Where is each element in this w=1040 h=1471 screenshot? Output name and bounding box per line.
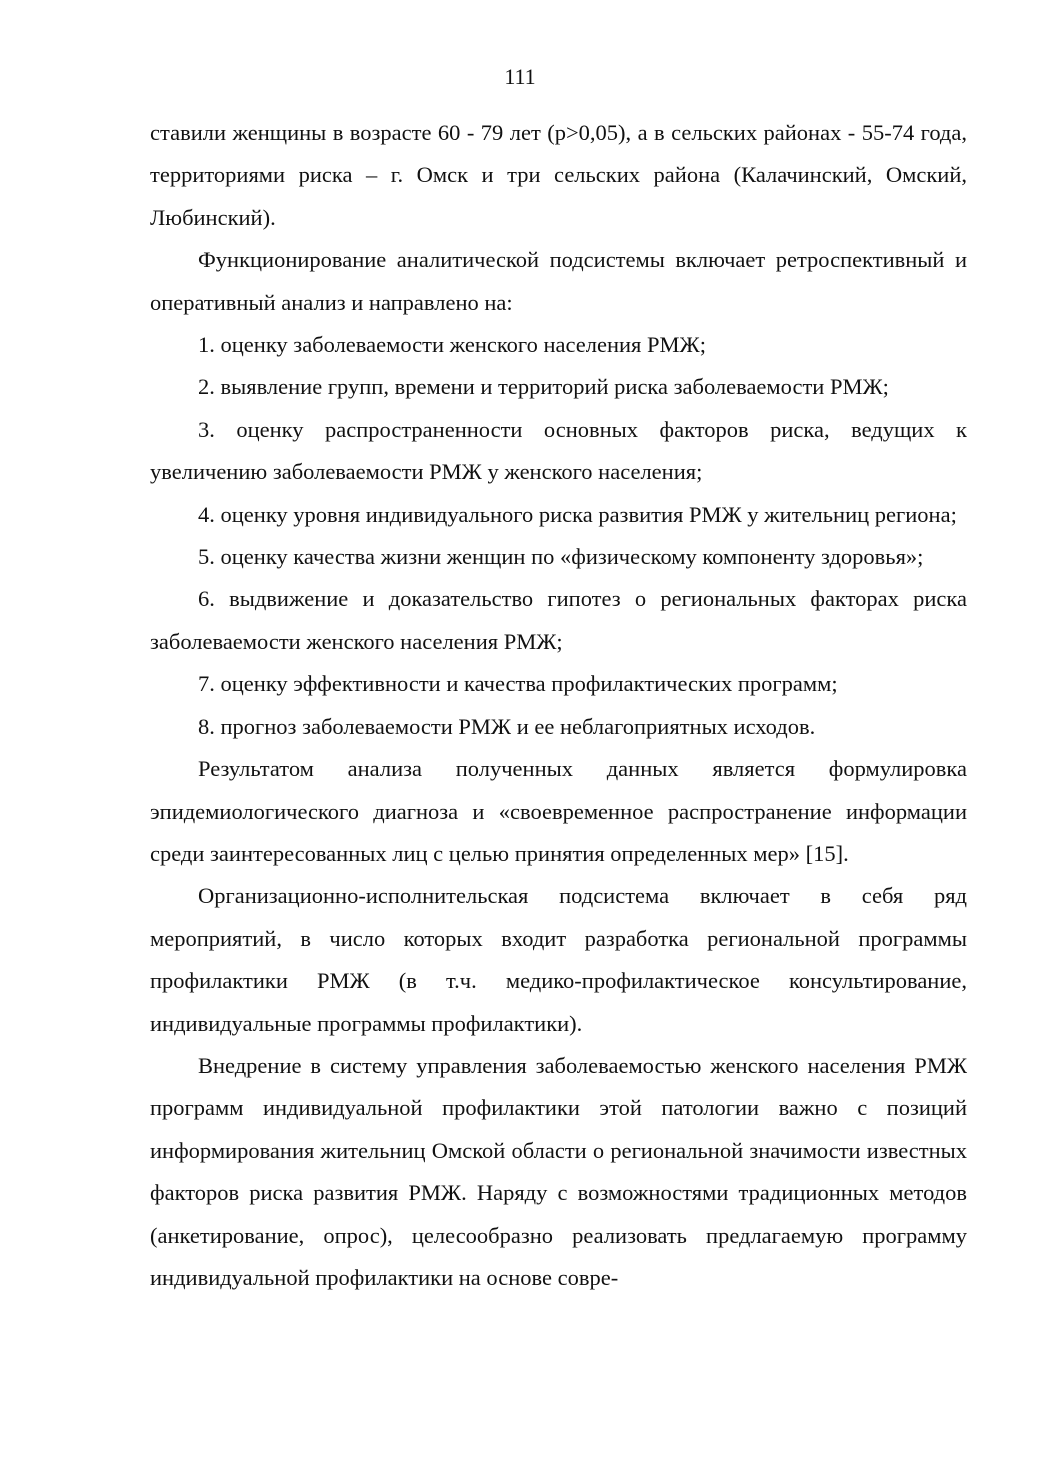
list-item: 2. выявление групп, времени и территорий риска заболеваемости РМЖ;: [198, 374, 889, 400]
paragraph-analytical-subsystem: Функционирование аналитической подсистемы включает ретроспективный и оперативный анализ и направлено на:: [150, 247, 967, 315]
list-item: 8. прогноз заболеваемости РМЖ и ее неблагоприятных исходов.: [198, 713, 816, 739]
paragraph-analysis-result: Результатом анализа полученных данных является формулировка эпидемиологического диагноза и «своевременное распространение информации среди заинтересованных лиц с целью принятия определенных мер» [15].: [150, 756, 967, 866]
page-number: 111: [504, 64, 536, 89]
document-body: [150, 112, 967, 1299]
list-item: 6. выдвижение и доказательство гипотез о региональных факторах риска заболеваемости женского населения РМЖ;: [150, 586, 967, 654]
list-item: 5. оценку качества жизни женщин по «физическому компоненту здоровья»;: [198, 544, 924, 570]
paragraph-implementation: Внедрение в систему управления заболеваемостью женского населения РМЖ программ индивидуальной профилактики этой патологии важно с позиций информирования жительниц Омской области о региональной значимости известных факторов риска развития РМЖ. Наряду с возможностями традиционных методов (анкетирование, опрос), целесообразно реализовать предлагаемую программу индивидуальной профилактики на основе совре-: [150, 1052, 967, 1290]
list-item: 4. оценку уровня индивидуального риска развития РМЖ у жительниц региона;: [198, 501, 957, 527]
list-item: 7. оценку эффективности и качества профилактических программ;: [198, 671, 838, 697]
list-item: 1. оценку заболеваемости женского населения РМЖ;: [198, 332, 706, 358]
paragraph-continuation: ставили женщины в возрасте 60 - 79 лет (р>0,05), а в сельских районах - 55-74 года, территориями риска – г. Омск и три сельских района (Калачинский, Омский, Любинский).: [150, 120, 967, 230]
paragraph-organizational-subsystem: Организационно-исполнительская подсистема включает в себя ряд мероприятий, в число которых входит разработка региональной программы профилактики РМЖ (в т.ч. медико-профилактическое консультирование, индивидуальные программы профилактики).: [150, 883, 967, 1036]
list-item: 3. оценку распространенности основных факторов риска, ведущих к увеличению заболеваемости РМЖ у женского населения;: [150, 416, 967, 485]
